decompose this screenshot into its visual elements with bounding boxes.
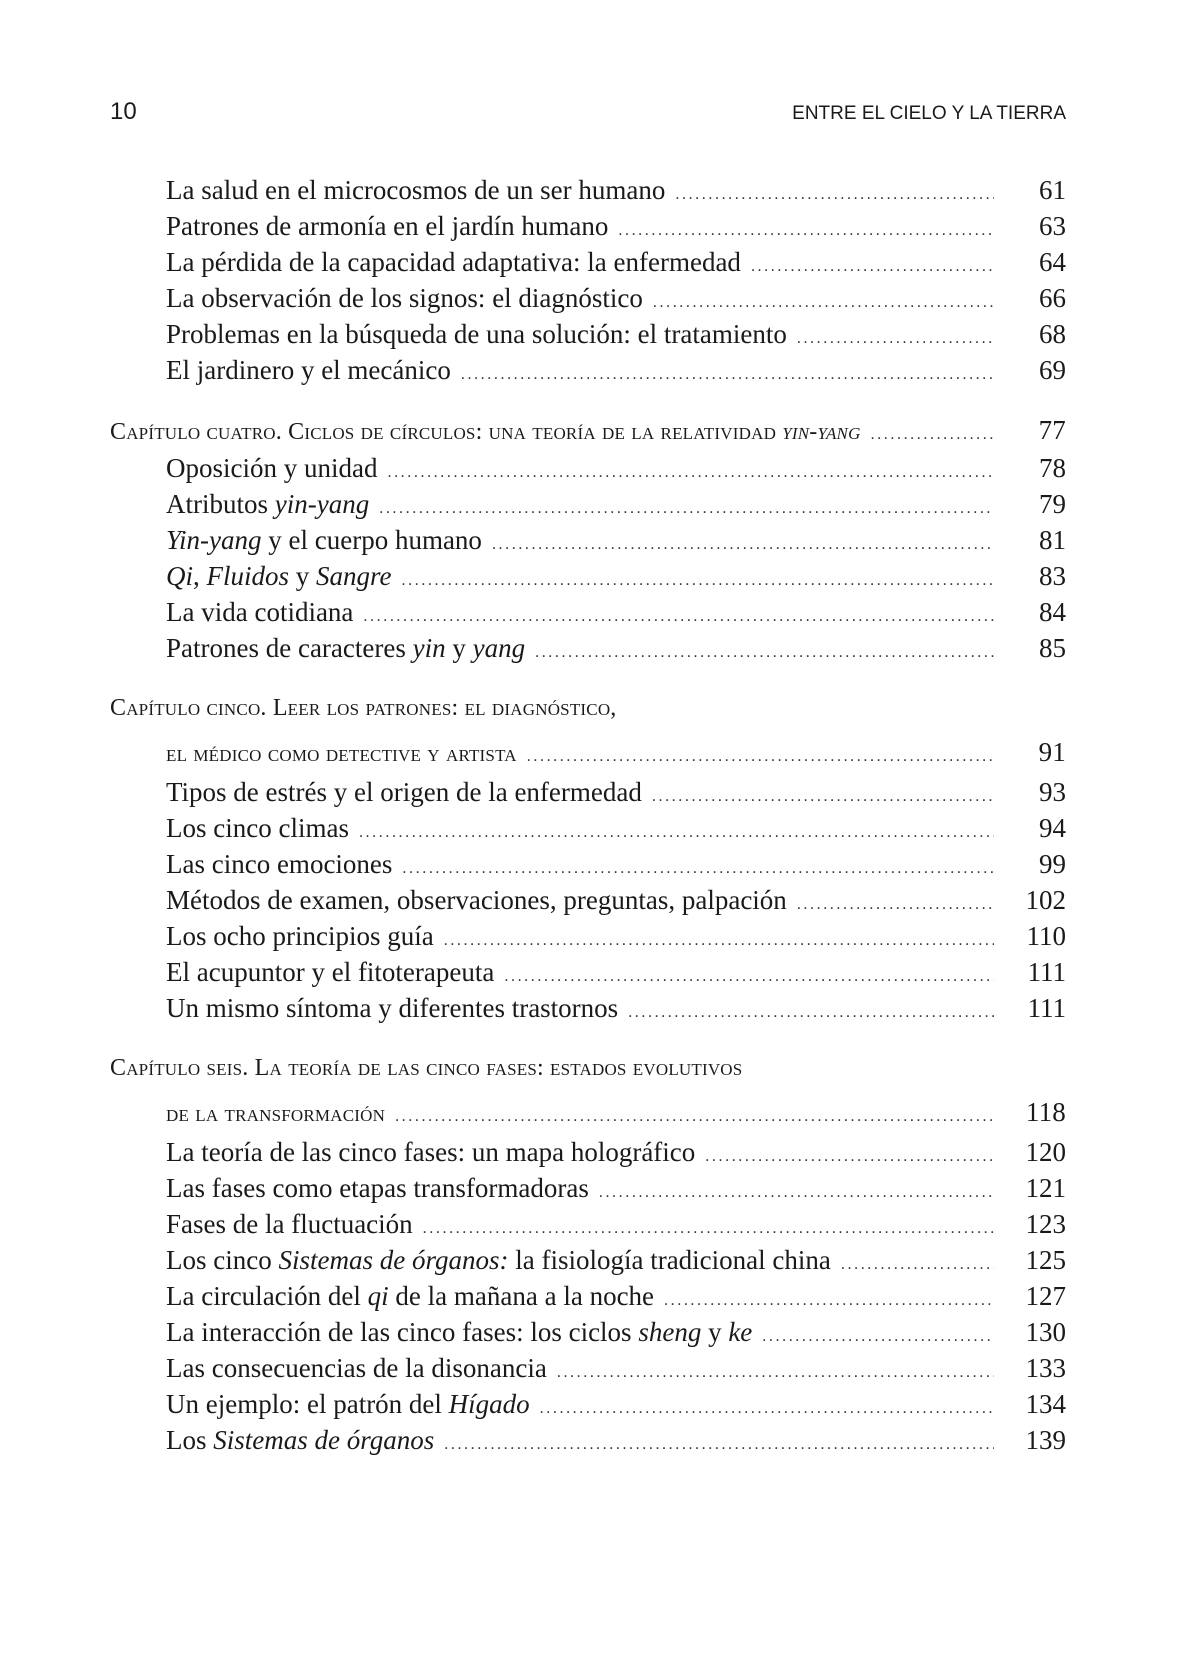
dot-leader	[444, 1427, 994, 1463]
dot-leader	[751, 249, 994, 285]
entry-page-number: 102	[1025, 885, 1066, 915]
entry-title	[166, 774, 642, 810]
toc-entry[interactable]	[110, 208, 1066, 244]
chapter-heading[interactable]	[110, 410, 1066, 450]
entry-page-number: 79	[1039, 489, 1066, 519]
dot-leader	[402, 563, 994, 599]
dot-leader	[652, 779, 994, 815]
dot-leader	[492, 527, 994, 563]
text-segment: La circulación del	[166, 1281, 368, 1311]
dot-leader	[871, 415, 994, 455]
entry-title	[166, 1422, 434, 1458]
entry-page-number: 127	[1025, 1281, 1066, 1311]
text-segment: la fisiología tradicional china	[508, 1245, 831, 1275]
text-segment: Capítulo seis. La teoría de las cinco fases: estados evolutivos	[110, 1055, 743, 1081]
toc-entry[interactable]	[110, 810, 1066, 846]
text-segment: Los cinco climas	[166, 813, 349, 843]
dot-leader	[527, 737, 994, 777]
text-segment: y	[289, 561, 317, 591]
dot-leader	[535, 635, 994, 671]
text-segment: y	[445, 633, 473, 663]
text-segment: el médico como detective y artista	[166, 741, 517, 767]
italic-text: Hígado	[448, 1389, 530, 1419]
dot-leader	[841, 1247, 994, 1283]
chapter-heading[interactable]	[110, 1048, 1066, 1088]
toc-entry[interactable]	[110, 1134, 1066, 1170]
entry-title	[110, 412, 861, 452]
text-segment: Las fases como etapas transformadoras	[166, 1173, 589, 1203]
dot-leader	[762, 1319, 994, 1355]
entry-page-number: 85	[1039, 633, 1066, 663]
dot-leader	[599, 1175, 994, 1211]
entry-title	[166, 450, 377, 486]
toc-entry[interactable]	[110, 846, 1066, 882]
entry-title	[166, 954, 494, 990]
entry-page-number: 130	[1025, 1317, 1066, 1347]
chapter-page-number: 91	[1038, 737, 1066, 767]
text-segment: La pérdida de la capacidad adaptativa: la enfermedad	[166, 247, 741, 277]
chapter-block	[110, 688, 1066, 1026]
toc-entry[interactable]	[110, 918, 1066, 954]
entry-page-number: 83	[1039, 561, 1066, 591]
entry-title	[110, 688, 617, 728]
text-segment: y el cuerpo humano	[261, 525, 482, 555]
toc-entry[interactable]	[110, 774, 1066, 810]
page-number: 10	[110, 98, 137, 125]
entry-title	[166, 280, 643, 316]
entry-title	[166, 734, 517, 774]
text-segment: de la mañana a la noche	[388, 1281, 655, 1311]
entry-page-number: 120	[1025, 1137, 1066, 1167]
entry-page-number: 84	[1039, 597, 1066, 627]
text-segment: Patrones de armonía en el jardín humano	[166, 211, 609, 241]
italic-text: yang	[472, 633, 526, 663]
chapter-page-number: 77	[1038, 415, 1066, 445]
entry-page-number: 66	[1039, 283, 1066, 313]
text-segment: Un ejemplo: el patrón del	[166, 1389, 449, 1419]
chapter-heading[interactable]	[110, 1092, 1066, 1132]
toc-entry[interactable]	[110, 172, 1066, 208]
text-segment: Los ocho principios guía	[166, 921, 434, 951]
dot-leader	[395, 1097, 994, 1137]
entry-title	[166, 882, 787, 918]
entry-page-number: 111	[1027, 957, 1066, 987]
entry-page-number: 61	[1039, 175, 1066, 205]
entry-page-number: 121	[1025, 1173, 1066, 1203]
text-segment: Métodos de examen, observaciones, preguntas, palpación	[166, 885, 787, 915]
entry-title	[110, 1048, 742, 1088]
italic-text: Fluidos	[206, 561, 290, 591]
text-segment: Los cinco	[166, 1245, 279, 1275]
text-segment: La interacción de las cinco fases: los ciclos	[166, 1317, 639, 1347]
toc-entry[interactable]	[110, 1314, 1066, 1350]
entry-title	[166, 1170, 589, 1206]
entry-page-number: 139	[1025, 1425, 1066, 1455]
entry-title	[166, 1386, 530, 1422]
text-segment: de la transformación	[166, 1101, 386, 1127]
entry-title	[166, 1242, 831, 1278]
text-segment: Un mismo síntoma y diferentes trastornos	[166, 993, 619, 1023]
entry-page-number: 81	[1039, 525, 1066, 555]
book-title: ENTRE EL CIELO Y LA TIERRA	[792, 103, 1066, 124]
entry-page-number: 111	[1027, 993, 1066, 1023]
entry-page-number: 93	[1039, 777, 1066, 807]
entry-page-number: 134	[1025, 1389, 1066, 1419]
text-segment: Capítulo cinco. Leer los patrones: el diagnóstico,	[110, 695, 617, 721]
entry-title	[166, 1314, 752, 1350]
dot-leader	[557, 1355, 994, 1391]
text-segment: ,	[193, 561, 207, 591]
dot-leader	[359, 815, 994, 851]
running-head	[110, 98, 1066, 128]
text-segment: Tipos de estrés y el origen de la enfermedad	[166, 777, 642, 807]
toc-entry[interactable]	[110, 352, 1066, 388]
italic-text: sheng	[638, 1317, 702, 1347]
entry-title	[166, 1206, 413, 1242]
text-segment: y	[701, 1317, 729, 1347]
entry-page-number: 94	[1039, 813, 1066, 843]
italic-text: yin	[412, 633, 446, 663]
text-segment: Las consecuencias de la disonancia	[166, 1353, 547, 1383]
dot-leader	[675, 177, 994, 213]
entry-page-number: 125	[1025, 1245, 1066, 1275]
entry-page-number: 68	[1039, 319, 1066, 349]
toc-entry[interactable]	[110, 558, 1066, 594]
italic-text: yin-yang	[274, 489, 370, 519]
toc-entry[interactable]	[110, 316, 1066, 352]
toc-entry[interactable]	[110, 1278, 1066, 1314]
italic-text: qi	[367, 1281, 389, 1311]
entry-page-number: 110	[1026, 921, 1066, 951]
toc-entry[interactable]	[110, 1206, 1066, 1242]
text-segment: Patrones de caracteres	[166, 633, 413, 663]
entry-title	[166, 316, 787, 352]
text-segment: El acupuntor y el fitoterapeuta	[166, 957, 495, 987]
text-segment: Las cinco emociones	[166, 849, 393, 879]
text-segment: Los	[166, 1425, 214, 1455]
dot-leader	[387, 455, 994, 491]
toc-entry[interactable]	[110, 630, 1066, 666]
toc-entry[interactable]	[110, 522, 1066, 558]
entry-page-number: 63	[1039, 211, 1066, 241]
toc-entry[interactable]	[110, 1242, 1066, 1278]
italic-text: ke	[728, 1317, 753, 1347]
entry-title	[166, 1350, 547, 1386]
chapter-block	[110, 1048, 1066, 1458]
text-segment: La teoría de las cinco fases: un mapa holográfico	[166, 1137, 696, 1167]
text-segment: Capítulo cuatro. Ciclos de círculos: una teoría de la relatividad	[110, 419, 783, 445]
italic-text: yin-yang	[782, 419, 861, 445]
toc-entry[interactable]	[110, 882, 1066, 918]
italic-text: Qi	[166, 561, 193, 591]
toc-entry[interactable]	[110, 244, 1066, 280]
entry-title	[166, 630, 525, 666]
toc-entry[interactable]	[110, 1422, 1066, 1458]
entry-title	[166, 172, 665, 208]
entry-title	[166, 208, 608, 244]
chapter-heading[interactable]	[110, 688, 1066, 728]
text-segment: Oposición y unidad	[166, 453, 378, 483]
entry-title	[166, 1134, 695, 1170]
table-of-contents	[110, 172, 1066, 1458]
entry-title	[166, 558, 392, 594]
dot-leader	[797, 887, 994, 923]
chapter-page-number: 118	[1025, 1097, 1066, 1127]
italic-text: Sangre	[316, 561, 392, 591]
entry-title	[166, 990, 618, 1026]
chapter-block	[110, 410, 1066, 666]
entry-page-number: 78	[1039, 453, 1066, 483]
entry-title	[166, 352, 451, 388]
dot-leader	[540, 1391, 994, 1427]
chapter-heading[interactable]	[110, 732, 1066, 772]
text-segment: La salud en el microcosmos de un ser humano	[166, 175, 666, 205]
dot-leader	[628, 995, 994, 1031]
dot-leader	[705, 1139, 994, 1175]
entry-title	[166, 1094, 385, 1134]
entry-page-number: 123	[1025, 1209, 1066, 1239]
entry-title	[166, 522, 482, 558]
toc-entry[interactable]	[110, 486, 1066, 522]
toc-entry[interactable]	[110, 594, 1066, 630]
entry-title	[166, 918, 434, 954]
entry-title	[166, 244, 741, 280]
italic-text: Sistemas de órganos	[213, 1425, 435, 1455]
toc-entry[interactable]	[110, 1170, 1066, 1206]
text-segment: La observación de los signos: el diagnóstico	[166, 283, 643, 313]
italic-text: Sistemas de órganos:	[278, 1245, 509, 1275]
entry-page-number: 64	[1039, 247, 1066, 277]
entry-title	[166, 486, 369, 522]
text-segment: El jardinero y el mecánico	[166, 355, 451, 385]
dot-leader	[444, 923, 994, 959]
text-segment: La vida cotidiana	[166, 597, 354, 627]
toc-entry[interactable]	[110, 280, 1066, 316]
entry-title	[166, 810, 349, 846]
toc-entry[interactable]	[110, 450, 1066, 486]
entry-title	[166, 846, 392, 882]
text-segment: Fases de la fluctuación	[166, 1209, 413, 1239]
text-segment: Atributos	[166, 489, 275, 519]
toc-entry[interactable]	[110, 1350, 1066, 1386]
entry-page-number: 133	[1025, 1353, 1066, 1383]
entry-page-number: 69	[1039, 355, 1066, 385]
toc-entry[interactable]	[110, 954, 1066, 990]
entry-page-number: 99	[1039, 849, 1066, 879]
entry-title	[166, 594, 353, 630]
italic-text: Yin-yang	[166, 525, 262, 555]
entry-title	[166, 1278, 654, 1314]
toc-entry[interactable]	[110, 1386, 1066, 1422]
toc-entry[interactable]	[110, 990, 1066, 1026]
dot-leader	[797, 321, 994, 357]
text-segment: Problemas en la búsqueda de una solución: el tratamiento	[166, 319, 787, 349]
dot-leader	[461, 357, 994, 393]
